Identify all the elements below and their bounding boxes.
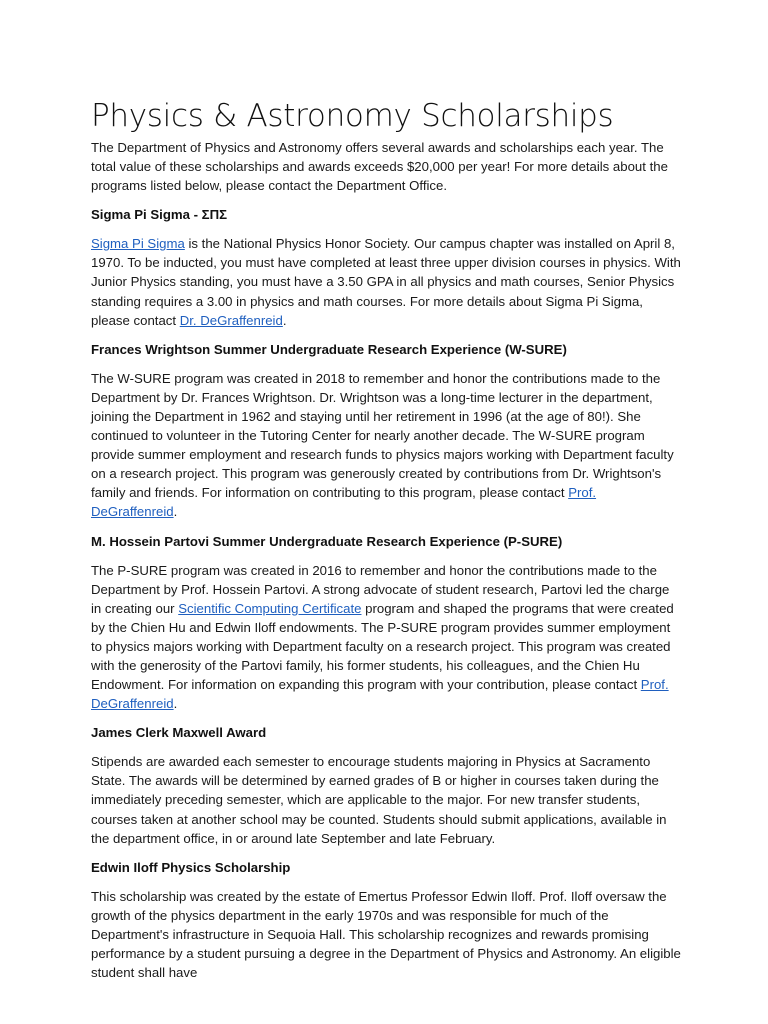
prof-degraffenreid-link[interactable]: Prof. DeGraffenreid (91, 485, 597, 520)
sigma-pi-sigma-link[interactable]: Sigma Pi Sigma (91, 236, 185, 252)
scientific-computing-certificate-link[interactable]: Scientific Computing Certificate (178, 600, 362, 616)
intro-paragraph: The Department of Physics and Astronomy offers several awards and scholarships each year. The total value of these scholarships and awards exceeds $20,000 per year! For more details about the programs listed below, please contact the Department Office. (91, 140, 668, 194)
document-body (91, 96, 681, 992)
paragraph-text: The W-SURE program was created in 2018 to remember and honor the contributions made to the Department by Dr. Frances Wrightson. Dr. Wrightson was a long-time lecturer in the department, joining the Department in 1962 and staying until her retirement in 1996 (at the age of 80!). She continued to volunteer in the Tutoring Center for nearly another decade. The W-SURE program provide summer employment and research funds to physics majors working with Department faculty on a research project. This program was generously created by contributions from Dr. Wrightson's family and friends. For information on contributing to this program, please contact (91, 370, 674, 501)
section-heading-sigma-pi-sigma: Sigma Pi Sigma - ΣΠΣ (91, 207, 228, 223)
page-title: Physics & Astronomy Scholarships (91, 98, 614, 134)
section-heading-maxwell-award: James Clerk Maxwell Award (91, 725, 267, 741)
section-heading-iloff-scholarship: Edwin Iloff Physics Scholarship (91, 859, 291, 875)
dr-degraffenreid-link[interactable]: Dr. DeGraffenreid (179, 312, 283, 328)
w-sure-paragraph (91, 369, 681, 522)
paragraph-text: The P-SURE program was created in 2016 to remember and honor the contributions made to the Department by Prof. Hossein Partovi. A strong advocate of student research, Partovi led the charge in creating our (91, 562, 670, 616)
paragraph-text: program and shaped the programs that were created by the Chien Hu and Edwin Iloff endowments. The P-SURE program provides summer employment to physics majors working with Department faculty on a research project. This program was created with the generosity of the Partovi family, his former students, his colleagues, and the Chien Hu Endowment. For information on expanding this program with your contribution, please contact (91, 600, 674, 693)
paragraph-end: . (173, 696, 178, 712)
iloff-scholarship-paragraph: This scholarship was created by the estate of Emertus Professor Edwin Iloff. Prof. Iloff oversaw the growth of the physics department in the early 1970s and was responsible for much of the Department's infrastructure in Sequoia Hall. This scholarship recognizes and rewards promising performance by a student pursuing a degree in the Department of Physics and Astronomy. An eligible student shall have (91, 888, 681, 981)
sigma-pi-sigma-paragraph (91, 234, 681, 329)
paragraph-end: . (173, 504, 178, 520)
prof-degraffenreid-link[interactable]: Prof. DeGraffenreid (91, 677, 669, 712)
section-heading-p-sure: M. Hossein Partovi Summer Undergraduate Research Experience (P-SURE) (91, 533, 563, 549)
maxwell-award-paragraph: Stipends are awarded each semester to encourage students majoring in Physics at Sacramento State. The awards will be determined by earned grades of B or higher in courses taken during the immediately preceding semester, which are applicable to the major. For new transfer students, courses taken at another school may be counted. Students should submit applications, available in the department office, in or around late September and late February. (91, 754, 667, 846)
paragraph-text: is the National Physics Honor Society. Our campus chapter was installed on April 8, 1970. To be inducted, you must have completed at least three upper division courses in physics. With Junior Physics standing, you must have a 3.50 GPA in all physics and math courses, Senior Physics standing requires a 3.00 in physics and math courses. For more details about Sigma Pi Sigma, please contact (91, 236, 681, 328)
p-sure-paragraph (91, 561, 681, 714)
paragraph-end: . (282, 312, 287, 328)
section-heading-w-sure: Frances Wrightson Summer Undergraduate Research Experience (W-SURE) (91, 341, 567, 357)
